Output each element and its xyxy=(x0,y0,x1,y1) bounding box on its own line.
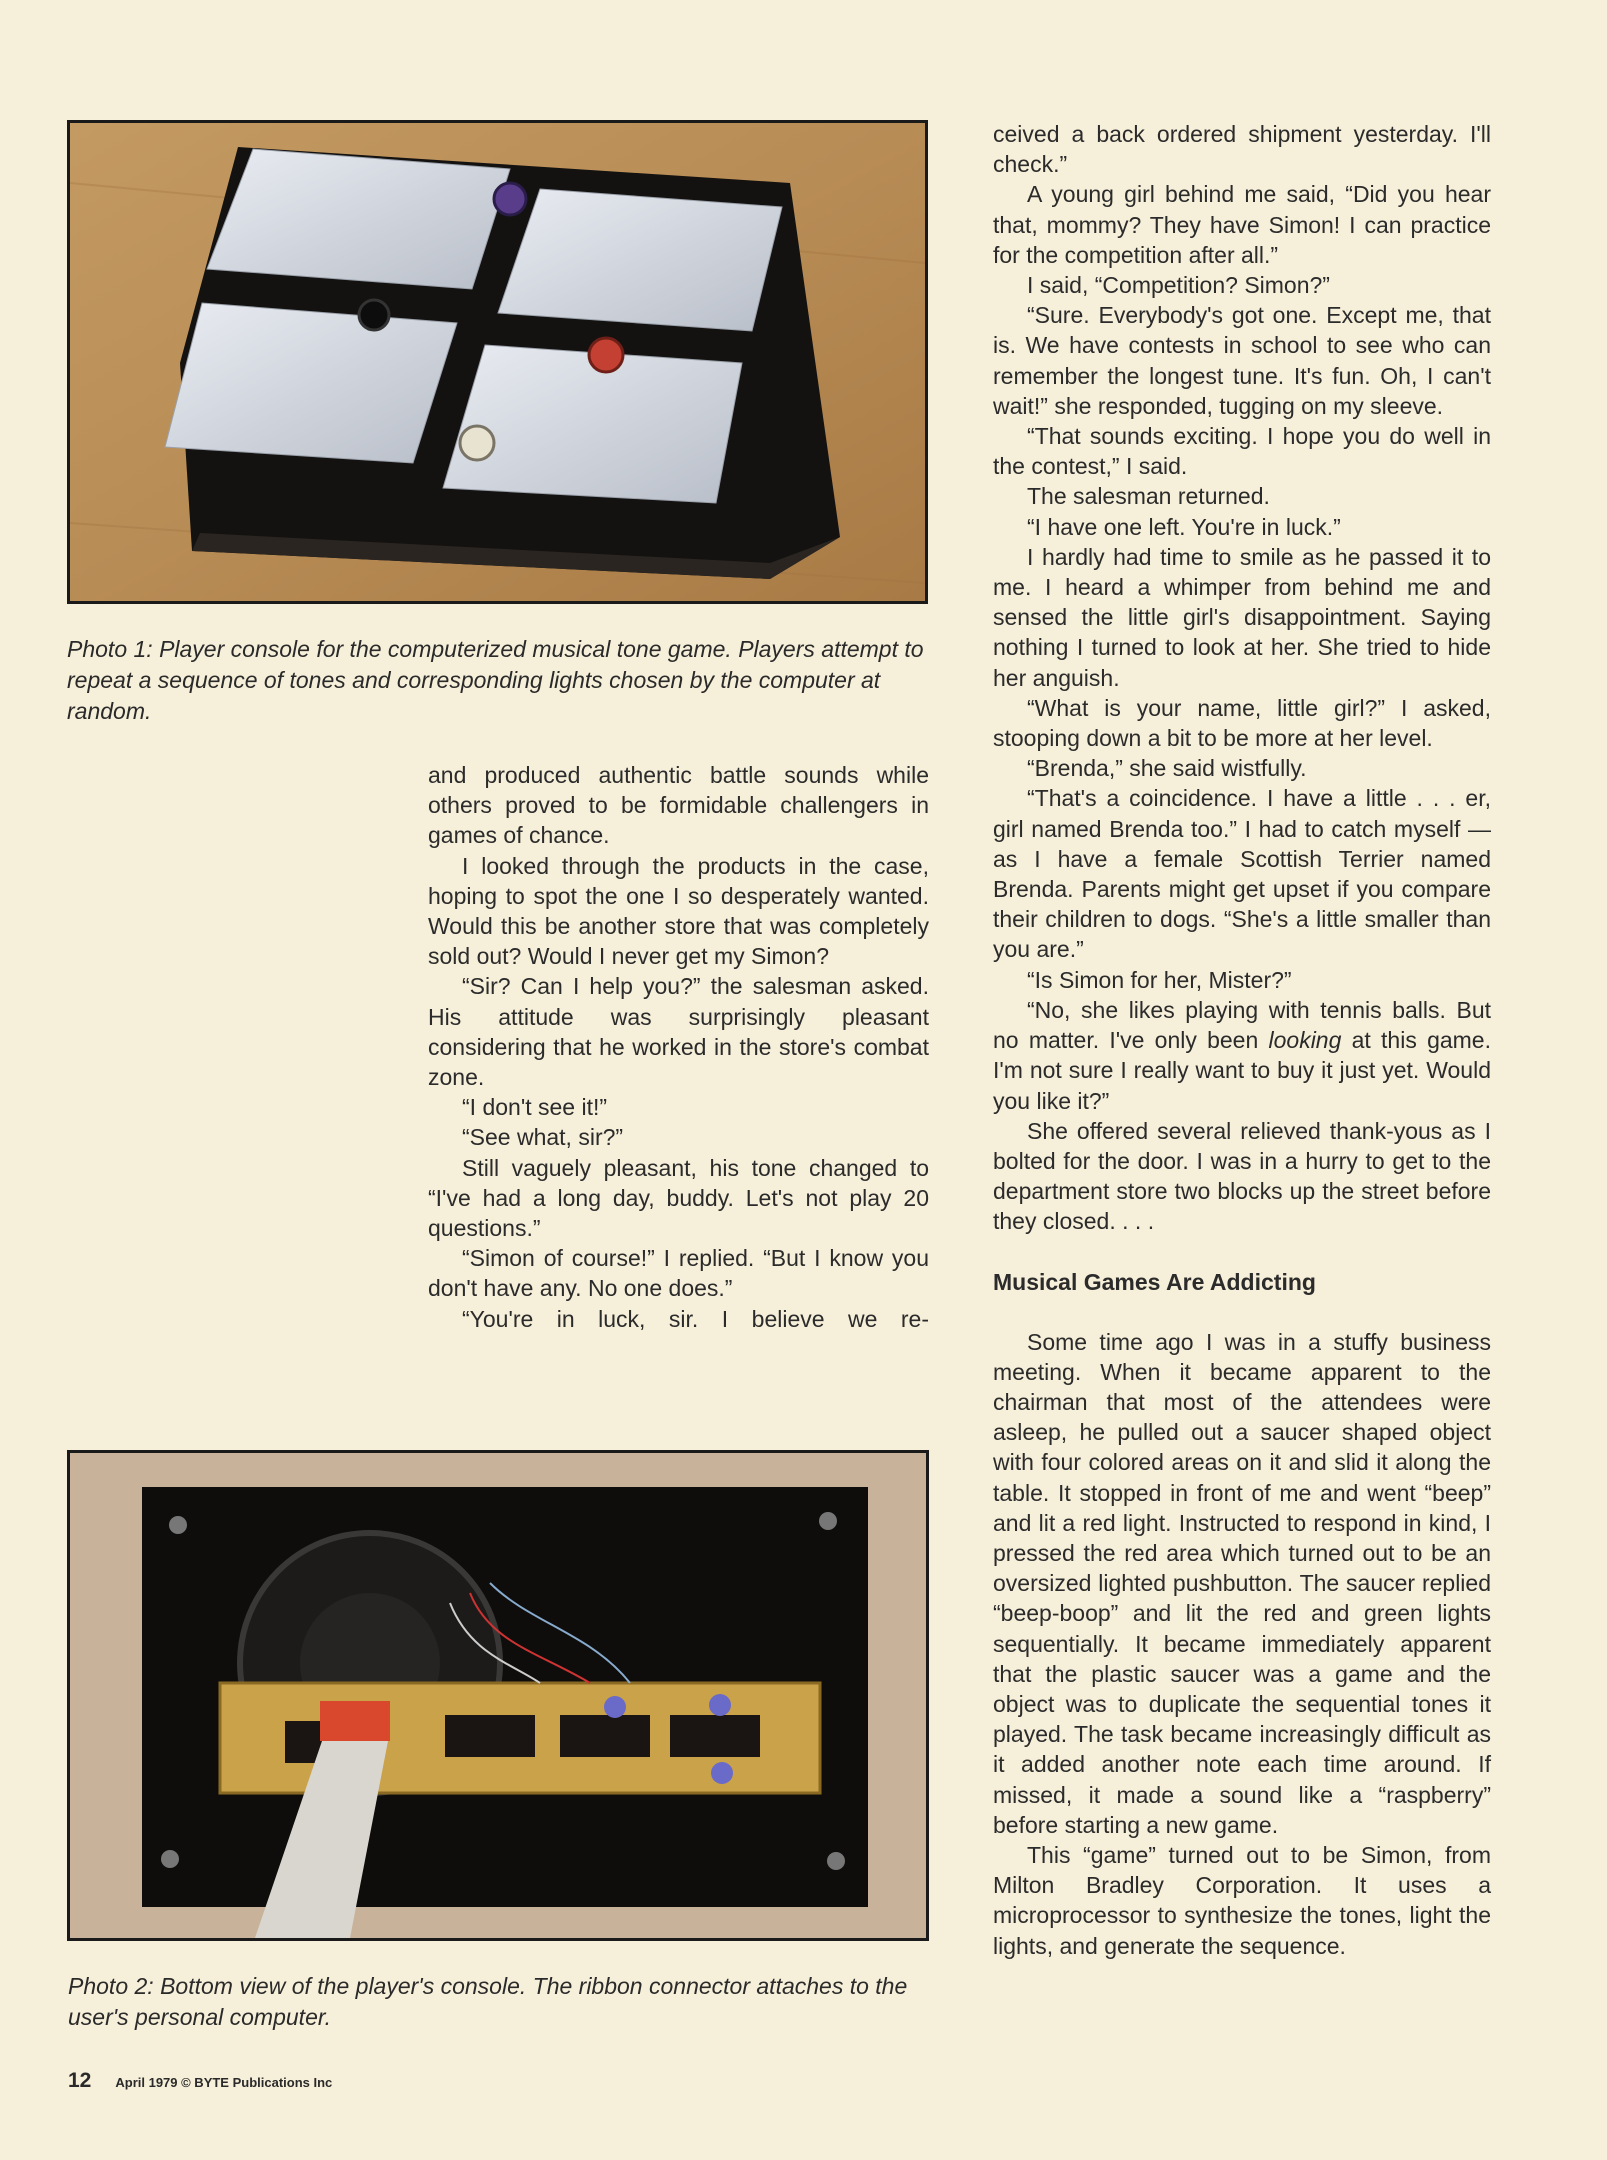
console-bottom-illustration xyxy=(70,1453,926,1938)
paragraph: “Brenda,” she said wistfully. xyxy=(1027,755,1307,782)
black-button-icon xyxy=(359,300,389,330)
paragraph: This “game” turned out to be Simon, from Milton Bradley Corporation. It uses a microprocessor to synthesize the tones, light the lights, and generate the sequence. xyxy=(993,1841,1491,1959)
paragraph: ceived a back ordered shipment yesterday. I'll check.” xyxy=(993,121,1491,178)
paragraph: “That's a coincidence. I have a little . . . er, girl named Brenda too.” I had to catch myself — as I have a female Scottish Terrier named Brenda. Parents might get upset if you compare their children to dogs. “She's a little smaller than you are.” xyxy=(993,785,1491,963)
paragraph xyxy=(993,995,1491,1116)
paragraph: “What is your name, little girl?” I asked, stooping down a bit to be more at her level. xyxy=(993,694,1491,752)
paragraph: Still vaguely pleasant, his tone changed to “I've had a long day, buddy. Let's not play 20 questions.” xyxy=(428,1154,929,1242)
right-column xyxy=(993,119,1491,1961)
paragraph: “That sounds exciting. I hope you do well in the contest,” I said. xyxy=(993,423,1491,480)
paragraph: “Sir? Can I help you?” the salesman asked. His attitude was surprisingly pleasant considering that he worked in the store's combat zone. xyxy=(428,973,929,1091)
emphasis: looking xyxy=(1268,1027,1342,1054)
photo-2 xyxy=(67,1450,929,1941)
paragraph: A young girl behind me said, “Did you hear that, mommy? They have Simon! I can practice for the competition after all.” xyxy=(993,181,1491,268)
footer-credit: April 1979 © BYTE Publications Inc xyxy=(115,2075,333,2090)
text-span: “No, she likes playing with tennis balls. But no matter. I've only been xyxy=(993,996,1491,1054)
paragraph: “Sure. Everybody's got one. Except me, that is. We have contests in school to see who can remember the longest tune. It's fun. Oh, I can't wait!” she responded, tugging on my sleeve. xyxy=(993,302,1491,419)
player-console-illustration xyxy=(70,123,925,601)
section-heading: Musical Games Are Addicting xyxy=(993,1268,1316,1295)
paragraph: “I have one left. You're in luck.” xyxy=(1027,513,1341,540)
paragraph: “Is Simon for her, Mister?” xyxy=(1027,966,1292,993)
photo-1-caption: Photo 1: Player console for the computerized musical tone game. Players attempt to repeat a sequence of tones and corresponding lights chosen by the computer at random. xyxy=(67,636,924,724)
red-button-icon xyxy=(589,338,623,372)
paragraph: The salesman returned. xyxy=(1027,483,1270,510)
purple-button-icon xyxy=(494,183,526,215)
paragraph: Some time ago I was in a stuffy business meeting. When it became apparent to the chairman that most of the attendees were asleep, he pulled out a saucer shaped object with four colored areas on it and slid it along the table. It stopped in front of me and went “beep” and lit a red light. Instructed to respond in kind, I pressed the red area which turned out to be an oversized lighted pushbutton. The saucer replied “beep-boop” and lit the red and green lights sequentially. It became immediately apparent that the plastic saucer was a game and the object was to duplicate the sequential tones it played. The task became increasingly difficult as it added another note each time around. If missed, it made a sound like a “raspberry” before starting a new game. xyxy=(993,1328,1491,1838)
photo-2-caption: Photo 2: Bottom view of the player's console. The ribbon connector attaches to the user's personal computer. xyxy=(68,1973,908,2030)
paragraph: She offered several relieved thank-yous as I bolted for the door. I was in a hurry to get to the department store two blocks up the street before they closed. . . . xyxy=(993,1117,1491,1235)
page-number: 12 xyxy=(68,2069,92,2092)
paragraph: “See what, sir?” xyxy=(462,1124,624,1151)
paragraph: I said, “Competition? Simon?” xyxy=(1027,272,1330,299)
page-footer xyxy=(68,2069,332,2093)
photo-1 xyxy=(67,120,928,604)
paragraph: I looked through the products in the case, hoping to spot the one I so desperately wanted. Would this be another store that was completely sold out? Would I never get my Simon? xyxy=(428,852,929,970)
middle-column xyxy=(428,760,929,1334)
paragraph: I hardly had time to smile as he passed it to me. I heard a whimper from behind me and sensed the little girl's disappointment. Saying nothing I turned to look at her. She tried to hide her anguish. xyxy=(993,543,1491,691)
paragraph: “I don't see it!” xyxy=(462,1094,608,1121)
paragraph: and produced authentic battle sounds while others proved to be formidable challengers in games of chance. xyxy=(428,762,929,849)
text-span: at this game. I'm not sure I really want to buy it just yet. Would you like it?” xyxy=(993,1027,1491,1114)
paragraph: “You're in luck, sir. I believe we re- xyxy=(462,1305,929,1332)
paragraph: “Simon of course!” I replied. “But I know you don't have any. No one does.” xyxy=(428,1245,929,1302)
white-button-icon xyxy=(460,426,494,460)
